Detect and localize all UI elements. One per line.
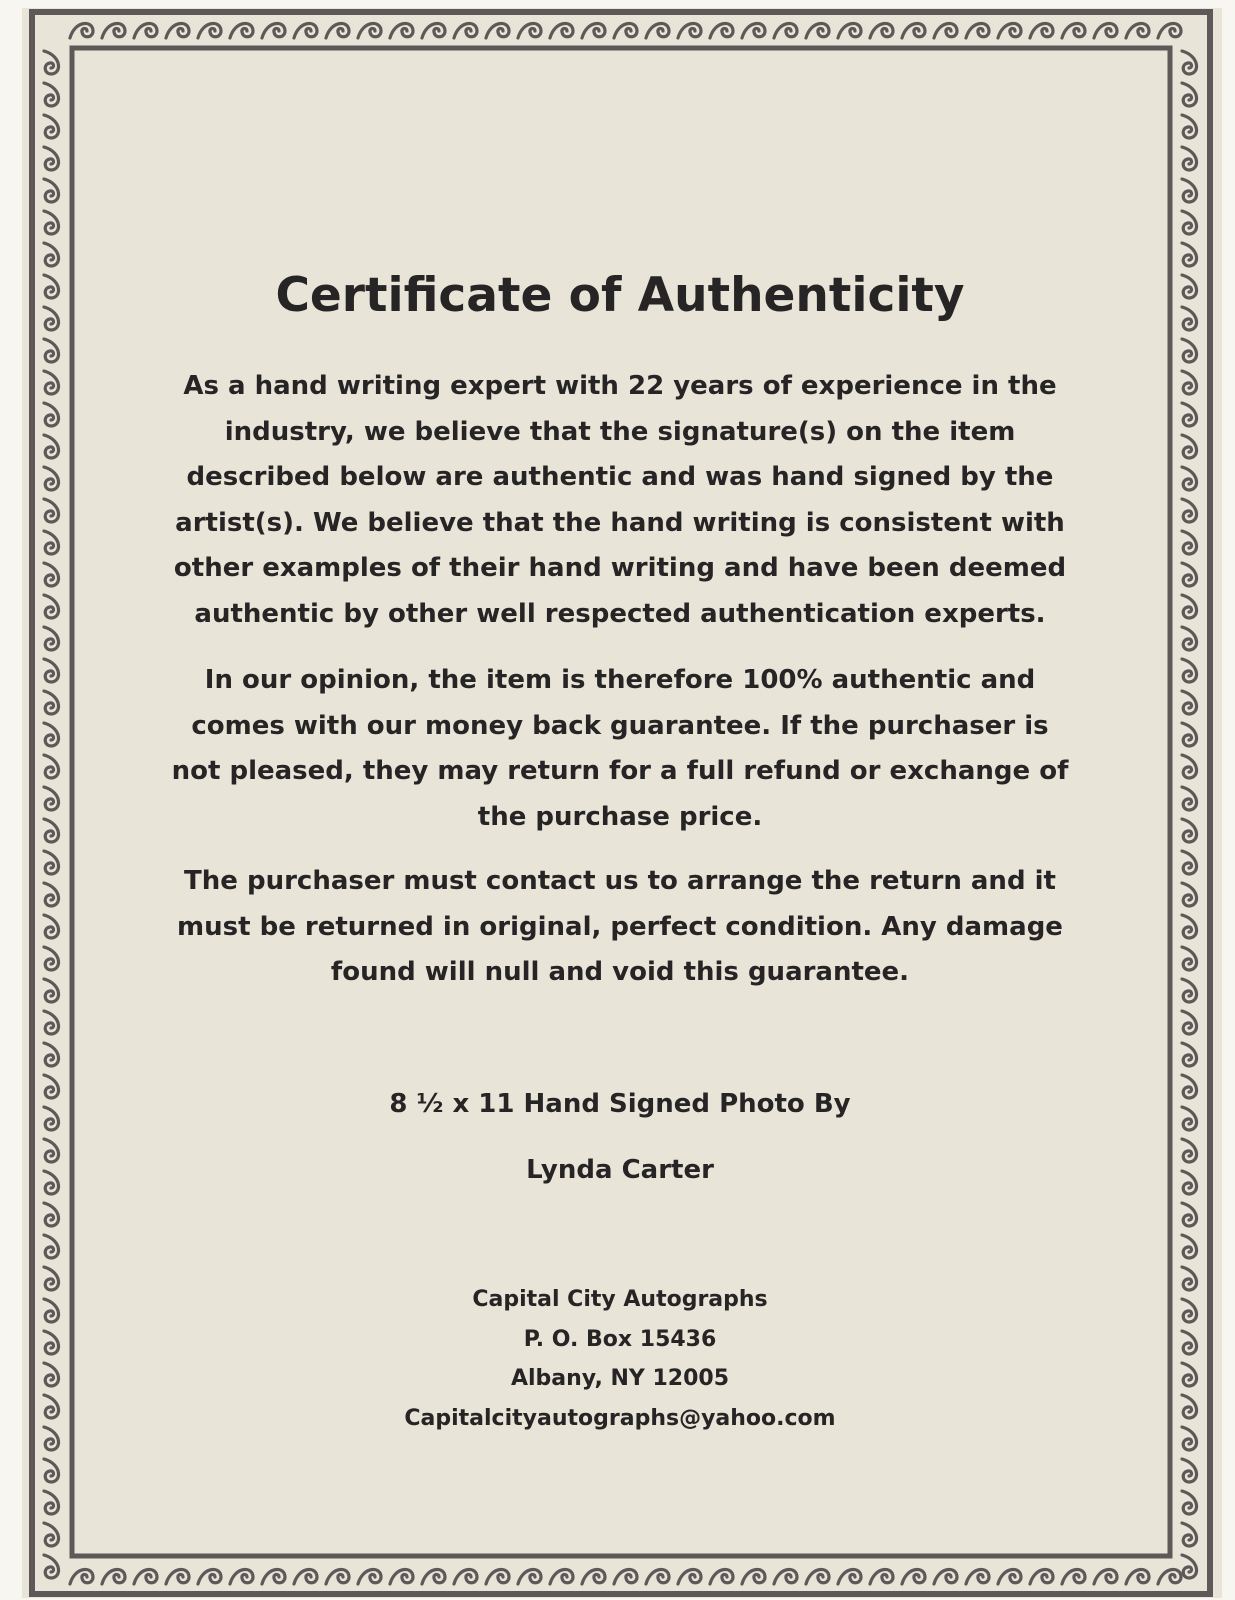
scroll-ornament	[44, 243, 59, 266]
scroll-ornament	[1182, 1267, 1197, 1290]
guarantee-statement	[120, 658, 1120, 840]
scroll-ornament	[44, 659, 59, 682]
return-line: must be returned in original, perfect condition. Any damage	[177, 911, 1063, 942]
scroll-ornament	[1182, 243, 1197, 266]
scroll-ornament	[1182, 819, 1197, 842]
scroll-ornament	[326, 1569, 349, 1584]
scroll-ornament	[742, 23, 765, 38]
scroll-ornament	[44, 1139, 59, 1162]
scroll-ornament	[70, 1569, 93, 1584]
scroll-ornament	[1062, 23, 1085, 38]
scroll-ornament	[1182, 211, 1197, 234]
scroll-ornament	[582, 1569, 605, 1584]
scroll-ornament	[44, 1107, 59, 1130]
scroll-ornament	[44, 1427, 59, 1450]
scroll-ornament	[44, 467, 59, 490]
scroll-ornament	[44, 1299, 59, 1322]
scroll-ornament	[1182, 723, 1197, 746]
scroll-ornament	[1182, 83, 1197, 106]
scroll-ornament	[230, 1569, 253, 1584]
scroll-ornament	[1158, 23, 1181, 38]
scroll-ornament	[1182, 691, 1197, 714]
scroll-ornament	[646, 1569, 669, 1584]
scroll-ornament	[102, 1569, 125, 1584]
scroll-ornament	[44, 595, 59, 618]
scroll-ornament	[44, 1363, 59, 1386]
scroll-ornament	[870, 23, 893, 38]
scroll-ornament	[390, 23, 413, 38]
scroll-ornament	[1182, 1459, 1197, 1482]
authenticity-statement	[120, 364, 1120, 637]
scroll-ornament	[44, 1523, 59, 1546]
scroll-ornament	[44, 691, 59, 714]
scroll-ornament	[326, 23, 349, 38]
scroll-ornament	[1182, 115, 1197, 138]
scroll-ornament	[44, 51, 59, 74]
scroll-ornament	[1182, 1331, 1197, 1354]
scroll-ornament	[1182, 1523, 1197, 1546]
scroll-ornament	[1182, 1395, 1197, 1418]
scroll-ornament	[1182, 1555, 1197, 1578]
company-address-line1: P. O. Box 15436	[523, 1326, 717, 1352]
scroll-ornament	[166, 23, 189, 38]
scroll-ornament	[102, 23, 125, 38]
scroll-ornament	[1182, 1235, 1197, 1258]
scroll-ornament	[1182, 467, 1197, 490]
scroll-ornament	[1182, 1203, 1197, 1226]
company-name: Capital City Autographs	[472, 1287, 768, 1312]
scroll-ornament	[1182, 1043, 1197, 1066]
scroll-ornament	[454, 23, 477, 38]
scroll-ornament	[44, 1043, 59, 1066]
scroll-ornament	[44, 307, 59, 330]
scroll-ornament	[44, 1459, 59, 1482]
scroll-ornament	[678, 1569, 701, 1584]
scroll-ornament	[422, 1569, 445, 1584]
scroll-ornament	[44, 563, 59, 586]
scroll-ornament	[1182, 499, 1197, 522]
scroll-ornament	[44, 723, 59, 746]
statement-line: authentic by other well respected authentication experts.	[194, 598, 1046, 629]
statement-line: As a hand writing expert with 22 years of experience in the	[183, 371, 1057, 401]
company-email: Capitalcityautographs@yahoo.com	[404, 1405, 836, 1431]
scroll-ornament	[614, 23, 637, 38]
scroll-ornament	[998, 1569, 1021, 1584]
scroll-ornament	[1182, 755, 1197, 778]
scroll-ornament	[198, 1569, 221, 1584]
scroll-ornament	[358, 1569, 381, 1584]
scroll-ornament	[44, 1555, 59, 1578]
scroll-ornament	[1182, 1107, 1197, 1130]
scroll-ornament	[1182, 627, 1197, 650]
scroll-ornament	[1182, 979, 1197, 1002]
scroll-ornament	[44, 883, 59, 906]
scroll-ornament	[44, 1331, 59, 1354]
scroll-ornament	[966, 23, 989, 38]
scroll-ornament	[44, 211, 59, 234]
return-conditions	[120, 859, 1120, 996]
scroll-ornament	[44, 979, 59, 1002]
statement-line: described below are authentic and was hand signed by the	[186, 462, 1054, 492]
scroll-ornament	[44, 275, 59, 298]
scroll-ornament	[262, 1569, 285, 1584]
scroll-ornament	[1182, 787, 1197, 810]
scroll-ornament	[1182, 371, 1197, 394]
scroll-ornament	[1182, 1491, 1197, 1514]
certificate-title: Certificate of Authenticity	[275, 268, 965, 323]
scroll-ornament	[646, 23, 669, 38]
scroll-ornament	[44, 179, 59, 202]
scroll-ornament	[1094, 1569, 1117, 1584]
scroll-ornament	[1126, 1569, 1149, 1584]
scroll-ornament	[902, 1569, 925, 1584]
scroll-ornament	[1182, 51, 1197, 74]
scroll-ornament	[902, 23, 925, 38]
scroll-ornament	[44, 531, 59, 554]
scroll-ornament	[934, 1569, 957, 1584]
scroll-ornament	[1182, 1171, 1197, 1194]
item-description: 8 ½ x 11 Hand Signed Photo By	[389, 1089, 851, 1119]
scroll-ornament	[934, 23, 957, 38]
scroll-ornament	[44, 627, 59, 650]
scroll-ornament	[550, 1569, 573, 1584]
scroll-ornament	[134, 1569, 157, 1584]
scroll-ornament	[742, 1569, 765, 1584]
scroll-ornament	[486, 23, 509, 38]
scroll-ornament	[1126, 23, 1149, 38]
scroll-ornament	[1030, 1569, 1053, 1584]
scroll-ornament	[44, 1075, 59, 1098]
scroll-ornament	[198, 23, 221, 38]
scroll-ornament	[1182, 403, 1197, 426]
scroll-ornament	[1182, 275, 1197, 298]
scroll-ornament	[582, 23, 605, 38]
scroll-ornament	[998, 23, 1021, 38]
scroll-ornament	[1030, 23, 1053, 38]
scroll-ornament	[518, 23, 541, 38]
scroll-ornament	[1182, 1299, 1197, 1322]
scroll-ornament	[774, 1569, 797, 1584]
scroll-ornament	[44, 499, 59, 522]
return-line: found will null and void this guarantee.	[330, 957, 910, 987]
scroll-ornament	[518, 1569, 541, 1584]
scroll-ornament	[614, 1569, 637, 1584]
scroll-ornament	[294, 1569, 317, 1584]
scroll-ornament	[44, 1395, 59, 1418]
guarantee-line: comes with our money back guarantee. If the purchaser is	[191, 710, 1049, 741]
return-line: The purchaser must contact us to arrange the return and it	[184, 866, 1056, 896]
scroll-ornament	[1182, 179, 1197, 202]
scroll-ornament	[966, 1569, 989, 1584]
scroll-ornament	[44, 787, 59, 810]
company-info	[120, 1280, 1120, 1438]
statement-line: artist(s). We believe that the hand writing is consistent with	[175, 507, 1065, 538]
scroll-ornament	[1182, 1011, 1197, 1034]
scroll-ornament	[44, 1203, 59, 1226]
scroll-ornament	[44, 1235, 59, 1258]
guarantee-line: In our opinion, the item is therefore 100% authentic and	[204, 665, 1036, 695]
scroll-ornament	[44, 371, 59, 394]
scroll-ornament	[44, 851, 59, 874]
scroll-ornament	[44, 339, 59, 362]
scroll-ornament	[1182, 307, 1197, 330]
scroll-ornament	[1182, 915, 1197, 938]
scroll-ornament	[44, 435, 59, 458]
scroll-ornament	[1182, 1139, 1197, 1162]
scroll-ornament	[1182, 1363, 1197, 1386]
scroll-ornament	[1158, 1569, 1181, 1584]
scroll-ornament	[774, 23, 797, 38]
scroll-ornament	[166, 1569, 189, 1584]
scroll-ornament	[710, 1569, 733, 1584]
scroll-ornament	[1094, 23, 1117, 38]
scroll-ornament	[44, 915, 59, 938]
scroll-ornament	[806, 1569, 829, 1584]
scroll-ornament	[262, 23, 285, 38]
scroll-ornament	[422, 23, 445, 38]
scroll-ornament	[390, 1569, 413, 1584]
company-address-line2: Albany, NY 12005	[510, 1366, 729, 1391]
guarantee-line: the purchase price.	[477, 801, 763, 832]
scroll-ornament	[1182, 1427, 1197, 1450]
scroll-ornament	[44, 83, 59, 106]
scroll-ornament	[44, 1491, 59, 1514]
scroll-ornament	[230, 23, 253, 38]
scroll-ornament	[44, 1267, 59, 1290]
scroll-ornament	[710, 23, 733, 38]
scroll-ornament	[838, 23, 861, 38]
scroll-ornament	[294, 23, 317, 38]
scroll-ornament	[550, 23, 573, 38]
scroll-ornament	[70, 23, 93, 38]
scroll-ornament	[454, 1569, 477, 1584]
scroll-ornament	[1062, 1569, 1085, 1584]
scroll-ornament	[44, 147, 59, 170]
scroll-ornament	[870, 1569, 893, 1584]
scroll-ornament	[1182, 147, 1197, 170]
scroll-ornament	[1182, 563, 1197, 586]
scroll-ornament	[44, 1011, 59, 1034]
scroll-ornament	[806, 23, 829, 38]
scroll-ornament	[44, 947, 59, 970]
scroll-ornament	[1182, 531, 1197, 554]
scroll-ornament	[1182, 595, 1197, 618]
scroll-ornament	[44, 403, 59, 426]
statement-line: industry, we believe that the signature(s) on the item	[224, 416, 1016, 447]
guarantee-line: not pleased, they may return for a full refund or exchange of	[171, 756, 1069, 786]
scroll-ornament	[486, 1569, 509, 1584]
scroll-ornament	[678, 23, 701, 38]
scroll-ornament	[358, 23, 381, 38]
scroll-ornament	[44, 819, 59, 842]
scroll-ornament	[44, 1171, 59, 1194]
scroll-ornament	[1182, 659, 1197, 682]
scroll-ornament	[1182, 435, 1197, 458]
scroll-ornament	[1182, 1075, 1197, 1098]
scroll-ornament	[44, 115, 59, 138]
scroll-ornament	[1182, 851, 1197, 874]
artist-name: Lynda Carter	[526, 1155, 714, 1185]
scroll-ornament	[44, 755, 59, 778]
scroll-ornament	[1182, 947, 1197, 970]
scroll-ornament	[838, 1569, 861, 1584]
scroll-ornament	[1182, 339, 1197, 362]
scroll-ornament	[1182, 883, 1197, 906]
scroll-ornament	[134, 23, 157, 38]
statement-line: other examples of their hand writing and have been deemed	[173, 553, 1067, 583]
